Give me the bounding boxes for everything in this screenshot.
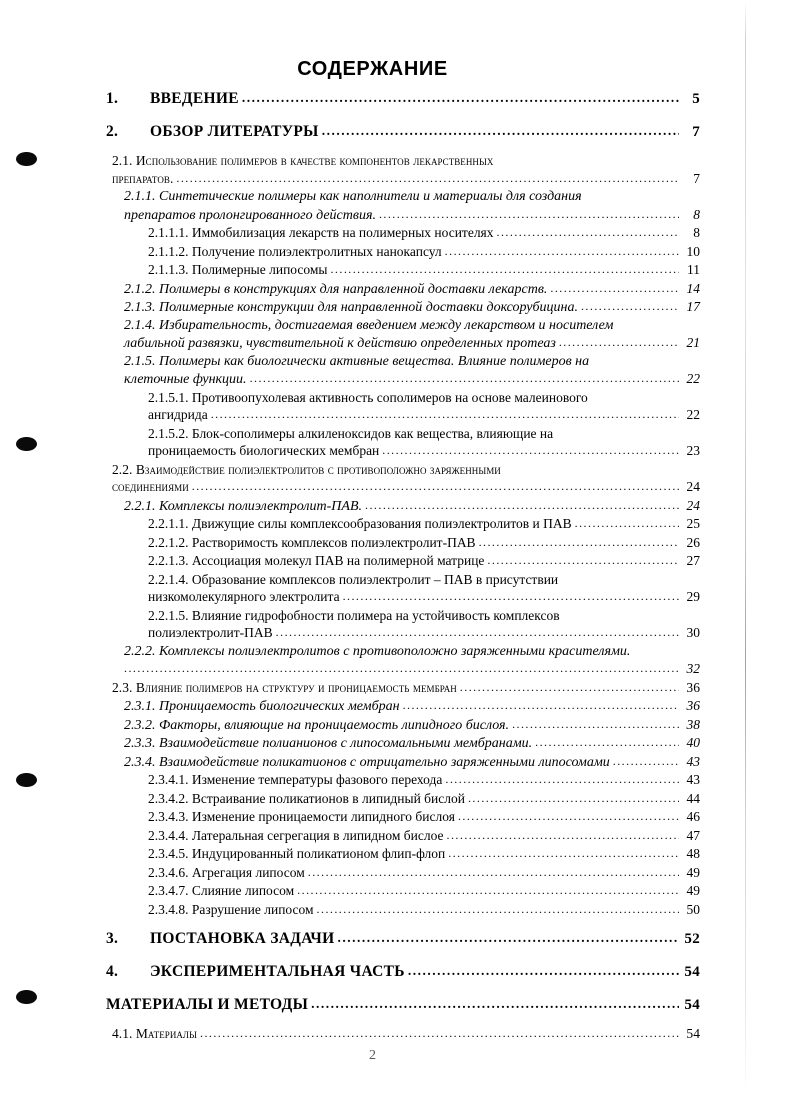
toc-page-number: 54 (684, 997, 700, 1013)
toc-page-number: 7 (692, 124, 700, 140)
toc-page-number: 46 (686, 809, 700, 824)
toc-entry-line[interactable] (112, 170, 745, 189)
toc-entry[interactable] (0, 679, 745, 698)
toc-entry-line[interactable] (124, 298, 745, 317)
toc-entry-line[interactable] (148, 827, 745, 846)
toc-entry-line[interactable] (124, 716, 745, 735)
toc-entry-line[interactable] (124, 734, 745, 753)
toc-entry-line[interactable] (112, 1025, 745, 1044)
toc-entry-label: 2.3.4. Взаимодействие поликатионов с отрицательно заряженными липосомами (124, 754, 610, 770)
toc-leader-dots (311, 991, 679, 1016)
toc-leader-dots (124, 660, 679, 678)
toc-entry-number: 1. (106, 90, 119, 107)
toc-entry-label: 2.1.1.3. Полимерные липосомы (148, 262, 328, 277)
toc-entry-label: 2.2.1. Комплексы полиэлектролит-ПАВ. (124, 498, 363, 514)
toc-page-number: 10 (686, 243, 700, 259)
toc-page-number: 49 (686, 883, 700, 898)
toc-entry[interactable] (0, 808, 745, 827)
toc-entry-label-continued: 2.2.2. Комплексы полиэлектролитов с противоположно заряженными красителями. (124, 643, 631, 659)
toc-entry[interactable] (0, 298, 745, 317)
toc-entry-line[interactable] (148, 261, 745, 280)
toc-page-number: 14 (686, 280, 700, 296)
toc-entry-line[interactable] (148, 845, 745, 864)
toc-entry-line[interactable] (148, 406, 745, 425)
toc-page-number: 40 (686, 735, 700, 750)
toc-page-number: 52 (684, 931, 700, 947)
toc-entry-wrapped-line (124, 188, 745, 206)
toc-entry[interactable] (0, 86, 745, 112)
table-of-contents (0, 86, 745, 1044)
toc-leader-dots (512, 716, 679, 734)
toc-entry-line[interactable] (148, 624, 745, 643)
toc-entry-line[interactable] (106, 119, 745, 145)
toc-page-number: 47 (686, 827, 700, 843)
toc-entry[interactable] (0, 716, 745, 735)
toc-entry-label: 2.2.1.3. Ассоциация молекул ПАВ на полимерной матрице (148, 553, 485, 568)
toc-leader-dots (276, 624, 679, 642)
toc-entry[interactable] (0, 425, 745, 461)
toc-entry-number: 3. (106, 930, 119, 947)
toc-entry-label: 4.1. Материалы (112, 1026, 197, 1041)
toc-entry-label-continued: 2.2.1.4. Образование комплексов полиэлектролит – ПАВ в присутствии (148, 571, 559, 587)
toc-entry-label: 2.3.4.8. Разрушение липосом (148, 901, 314, 917)
toc-entry-wrapped-line (112, 461, 745, 479)
toc-leader-dots (550, 280, 679, 298)
toc-entry-label-continued: 2.1.5. Полимеры как биологически активные вещества. Влияние полимеров на (124, 353, 590, 369)
toc-entry[interactable] (0, 515, 745, 534)
toc-entry-line[interactable] (124, 334, 745, 353)
toc-leader-dots (408, 958, 679, 983)
toc-entry[interactable] (0, 188, 745, 224)
toc-leader-dots (200, 1025, 679, 1043)
toc-entry-wrapped-line (124, 353, 745, 371)
toc-entry-label: 2.3.4.6. Агрегация липосом (148, 864, 305, 880)
toc-page-number: 36 (686, 679, 700, 695)
toc-entry[interactable] (0, 119, 745, 145)
toc-entry[interactable] (0, 959, 745, 985)
toc-leader-dots (458, 808, 679, 826)
toc-entry-line[interactable] (112, 679, 745, 698)
toc-entry[interactable] (0, 697, 745, 716)
toc-entry-label: ВВЕДЕНИЕ (150, 90, 239, 107)
toc-entry-label: 2.3.1. Проницаемость биологических мембран (124, 699, 400, 714)
toc-entry[interactable] (0, 497, 745, 516)
page-number-footer: 2 (369, 1048, 376, 1063)
toc-entry[interactable] (0, 534, 745, 553)
toc-entry[interactable] (0, 864, 745, 883)
scan-edge-artifact (745, 0, 746, 1099)
toc-leader-dots (487, 552, 679, 570)
toc-entry-label: 2.3.3. Взаимодействие полианионов с липосомальными мембранами. (124, 736, 533, 751)
toc-entry[interactable] (0, 317, 745, 353)
toc-entry-label-continued: 2.2.1.5. Влияние гидрофобности полимера на устойчивость комплексов (148, 607, 560, 623)
toc-entry-label: 2.2.1.1. Движущие силы комплексообразования полиэлектролитов и ПАВ (148, 516, 572, 531)
toc-entry-label: 2.3.4.1. Изменение температуры фазового перехода (148, 772, 443, 787)
toc-entry-line[interactable] (148, 243, 745, 262)
toc-page-number: 32 (686, 661, 700, 676)
toc-entry-line[interactable] (106, 992, 745, 1018)
toc-entry-label: лабильной развязки, чувствительной к действию определенных протеаз (124, 336, 556, 351)
toc-entry-label: клеточные функции. (124, 372, 247, 387)
toc-leader-dots (322, 118, 679, 143)
toc-entry-label-continued: 2.1.5.2. Блок-сополимеры алкиленоксидов как вещества, влияющие на (148, 425, 554, 441)
toc-entry-label-continued: 2.1.1. Синтетические полимеры как наполнители и материалы для создания (124, 189, 582, 204)
toc-leader-dots (330, 261, 679, 279)
toc-page-number: 30 (686, 625, 700, 640)
toc-page-number: 24 (686, 497, 700, 513)
page-title: СОДЕРЖАНИЕ (297, 58, 448, 80)
toc-entry[interactable] (0, 771, 745, 790)
toc-entry-label: МАТЕРИАЛЫ И МЕТОДЫ (106, 996, 309, 1013)
toc-entry-line[interactable] (124, 206, 745, 225)
toc-entry[interactable] (0, 845, 745, 864)
toc-page-number: 43 (686, 772, 700, 787)
toc-leader-dots (403, 697, 679, 715)
toc-leader-dots (460, 679, 679, 697)
toc-entry[interactable] (0, 152, 745, 188)
toc-entry-label: ангидрида (148, 407, 208, 422)
toc-entry-line[interactable] (106, 959, 745, 985)
toc-entry-line[interactable] (148, 771, 745, 790)
toc-leader-dots (468, 790, 679, 808)
toc-entry-line[interactable] (148, 901, 745, 920)
toc-page-number: 7 (693, 170, 700, 186)
toc-leader-dots (317, 901, 679, 919)
toc-entry-line[interactable] (106, 926, 745, 952)
toc-entry[interactable] (0, 224, 745, 243)
toc-entry-wrapped-line (148, 425, 745, 443)
toc-entry-wrapped-line (148, 607, 745, 625)
toc-page-number: 22 (686, 407, 700, 422)
toc-page-number: 49 (686, 864, 700, 880)
toc-page-number: 8 (693, 225, 700, 240)
toc-entry-label: соединениями (112, 479, 189, 494)
toc-entry-wrapped-line (124, 643, 745, 661)
toc-page-number: 23 (686, 443, 700, 458)
toc-page-number: 44 (686, 790, 700, 806)
toc-entry[interactable] (0, 261, 745, 280)
toc-entry-label: 2.3.2. Факторы, влияющие на проницаемость липидного бислоя. (124, 717, 510, 733)
toc-entry-label: 2.3.4.4. Латеральная сегрегация в липидном бислое (148, 827, 444, 843)
toc-entry-label: препаратов. (112, 170, 174, 186)
toc-entry-line[interactable] (148, 224, 745, 243)
toc-entry-label: 2.2.1.2. Растворимость комплексов полиэлектролит-ПАВ (148, 534, 476, 550)
toc-page-number: 24 (686, 479, 700, 494)
toc-entry-line[interactable] (148, 588, 745, 607)
toc-entry-line[interactable] (148, 882, 745, 901)
toc-entry[interactable] (0, 243, 745, 262)
toc-entry-label-continued: 2.2. Взаимодействие полиэлектролитов с противоположно заряженными (112, 461, 501, 477)
toc-entry-label: 2.3.4.5. Индуцированный поликатионом флип-флоп (148, 846, 446, 861)
toc-leader-dots (176, 170, 679, 188)
toc-entry-line[interactable] (148, 552, 745, 571)
toc-entry-label: 2.3.4.7. Слияние липосом (148, 883, 295, 898)
toc-page-number: 17 (686, 299, 700, 314)
toc-leader-dots (479, 534, 679, 552)
toc-entry[interactable] (0, 552, 745, 571)
toc-page-number: 27 (686, 553, 700, 568)
toc-leader-dots (613, 753, 679, 771)
toc-entry-wrapped-line (112, 152, 745, 170)
toc-leader-dots (192, 478, 679, 496)
toc-entry[interactable] (0, 280, 745, 299)
toc-entry[interactable] (0, 1025, 745, 1044)
toc-entry[interactable] (0, 389, 745, 425)
toc-page-number: 22 (686, 371, 700, 386)
toc-entry-label-continued: 2.1.4. Избирательность, достигаемая введением между лекарством и носителем (124, 317, 614, 333)
toc-entry-label: 2.3.4.2. Встраивание поликатионов в липидный бислой (148, 790, 465, 806)
toc-entry-label: ОБЗОР ЛИТЕРАТУРЫ (150, 123, 319, 140)
toc-entry-label-continued: 2.1. Использование полимеров в качестве компонентов лекарственных (112, 153, 494, 168)
toc-entry-line[interactable] (124, 660, 745, 679)
toc-entry-line[interactable] (124, 370, 745, 389)
toc-entry[interactable] (0, 643, 745, 679)
toc-entry-wrapped-line (148, 571, 745, 589)
toc-leader-dots (250, 370, 679, 388)
toc-leader-dots (575, 515, 679, 533)
toc-entry-line[interactable] (148, 808, 745, 827)
toc-leader-dots (211, 406, 679, 424)
toc-entry-label: ЭКСПЕРИМЕНТАЛЬНАЯ ЧАСТЬ (150, 963, 405, 980)
toc-leader-dots (497, 224, 679, 242)
toc-entry[interactable] (0, 827, 745, 846)
toc-entry-line[interactable] (124, 753, 745, 772)
toc-entry[interactable] (0, 571, 745, 607)
toc-entry-number: 2. (106, 123, 119, 140)
toc-entry-line[interactable] (106, 86, 745, 112)
toc-page-number: 50 (686, 901, 700, 917)
toc-entry-line[interactable] (124, 280, 745, 299)
toc-entry-label: 2.3.4.3. Изменение проницаемости липидного бислоя (148, 809, 455, 824)
toc-leader-dots (559, 334, 679, 352)
toc-leader-dots (343, 588, 679, 606)
toc-entry-label: низкомолекулярного электролита (148, 589, 340, 604)
toc-leader-dots (445, 243, 679, 261)
toc-page-number: 43 (686, 753, 700, 769)
toc-entry-wrapped-line (148, 389, 745, 407)
toc-entry[interactable] (0, 734, 745, 753)
toc-entry-label: 2.3. Влияние полимеров на структуру и проницаемость мембран (112, 679, 457, 695)
toc-page-number: 54 (686, 1026, 700, 1041)
toc-entry-number: 4. (106, 963, 119, 980)
toc-page-number: 8 (693, 206, 700, 222)
toc-leader-dots (447, 827, 679, 845)
toc-entry[interactable] (0, 753, 745, 772)
toc-page-number: 5 (692, 91, 700, 107)
toc-entry-label-continued: 2.1.5.1. Противоопухолевая активность сополимеров на основе малеинового (148, 389, 588, 405)
toc-page-number: 11 (687, 262, 700, 277)
toc-entry-line[interactable] (148, 790, 745, 809)
toc-entry[interactable] (0, 461, 745, 497)
toc-leader-dots (337, 925, 679, 950)
toc-page-number: 48 (686, 846, 700, 861)
toc-page-number: 54 (684, 964, 700, 980)
toc-entry-line[interactable] (148, 864, 745, 883)
toc-entry-label: препаратов пролонгированного действия. (124, 207, 376, 223)
toc-entry-label: 2.1.1.1. Иммобилизация лекарств на полимерных носителях (148, 225, 494, 240)
toc-leader-dots (448, 845, 679, 863)
toc-entry[interactable] (0, 607, 745, 643)
toc-entry-label: ПОСТАНОВКА ЗАДАЧИ (150, 930, 335, 947)
toc-leader-dots (379, 206, 679, 224)
toc-entry-line[interactable] (148, 534, 745, 553)
toc-leader-dots (308, 864, 679, 882)
toc-entry-line[interactable] (124, 697, 745, 716)
toc-leader-dots (581, 298, 679, 316)
toc-entry-wrapped-line (124, 317, 745, 335)
toc-entry-label: 2.1.1.2. Получение полиэлектролитных нанокапсул (148, 243, 442, 259)
toc-entry-label: 2.1.3. Полимерные конструкции для направленной доставки доксорубицина. (124, 300, 578, 315)
toc-entry-line[interactable] (148, 442, 745, 461)
toc-entry-label: полиэлектролит-ПАВ (148, 625, 273, 640)
toc-page-number: 26 (686, 534, 700, 550)
toc-entry[interactable] (0, 790, 745, 809)
toc-entry-label: 2.1.2. Полимеры в конструкциях для направленной доставки лекарств. (124, 281, 548, 297)
toc-leader-dots (242, 85, 679, 110)
toc-leader-dots (365, 497, 679, 515)
toc-page-number: 21 (686, 335, 700, 350)
toc-page-number: 36 (686, 698, 700, 713)
toc-entry-line[interactable] (148, 515, 745, 534)
toc-leader-dots (297, 882, 679, 900)
toc-page-number: 25 (686, 516, 700, 531)
toc-entry[interactable] (0, 901, 745, 920)
toc-entry[interactable] (0, 353, 745, 389)
toc-page-number: 29 (686, 589, 700, 604)
toc-entry[interactable] (0, 926, 745, 952)
toc-leader-dots (445, 771, 679, 789)
toc-entry-label: проницаемость биологических мембран (148, 443, 380, 458)
toc-page-number: 38 (686, 716, 700, 732)
toc-entry-line[interactable] (112, 478, 745, 497)
toc-leader-dots (382, 442, 679, 460)
toc-entry-line[interactable] (124, 497, 745, 516)
toc-entry[interactable] (0, 882, 745, 901)
toc-leader-dots (535, 734, 679, 752)
toc-entry[interactable] (0, 992, 745, 1018)
